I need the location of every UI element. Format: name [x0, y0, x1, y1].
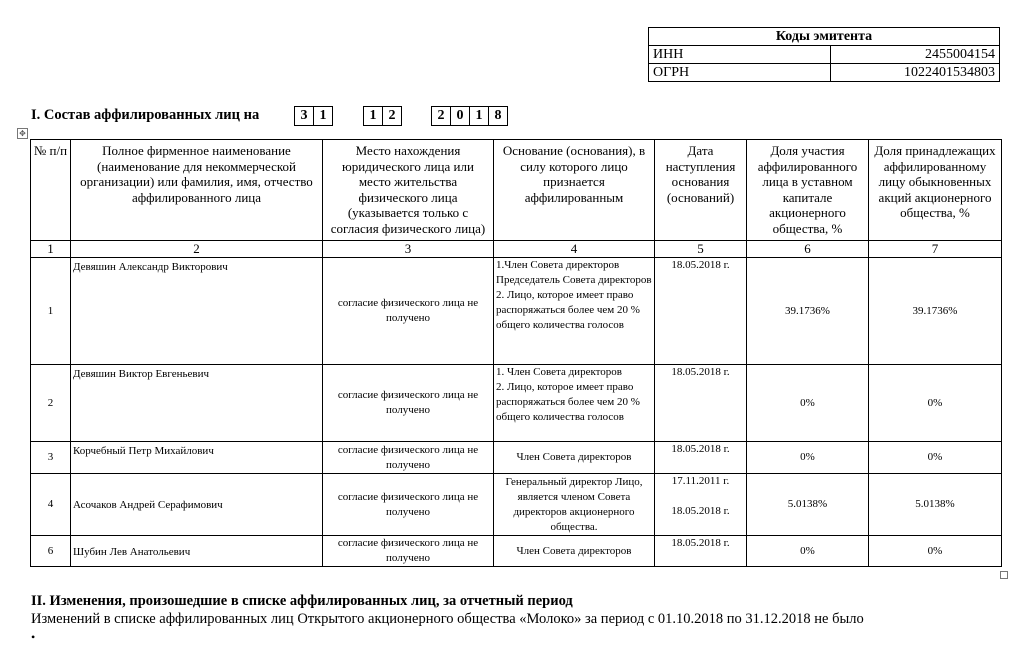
basis-date: 17.11.2011 г. 18.05.2018 г.: [655, 474, 747, 536]
column-number: 4: [494, 241, 655, 258]
affiliate-place: согласие физического лица не получено: [323, 474, 494, 536]
affiliates-table: [30, 139, 1002, 567]
stock-share: 0%: [869, 536, 1002, 567]
affiliate-place: согласие физического лица не получено: [323, 536, 494, 567]
column-number: 5: [655, 241, 747, 258]
basis-date: 18.05.2018 г.: [655, 442, 747, 474]
table-row: [31, 365, 1002, 442]
date-digit: 8: [494, 108, 502, 123]
issuer-codes-title: Коды эмитента: [649, 28, 1000, 46]
issuer-codes-table: [648, 27, 1000, 82]
affiliate-place: согласие физического лица не получено: [323, 365, 494, 442]
capital-share: 0%: [747, 365, 869, 442]
affiliate-basis: 1. Член Совета директоров 2. Лицо, которое имеет право распоряжаться более чем 20 % общего количества голосов: [494, 365, 655, 442]
section2-text: Изменений в списке аффилированных лиц Открытого акционерного общества «Молоко» за период с 01.10.2018 по 31.12.2018 не было: [31, 611, 864, 627]
row-number: 1: [31, 258, 71, 365]
ogrn-label: ОГРН: [649, 64, 831, 82]
basis-date: 18.05.2018 г.: [655, 258, 747, 365]
table-resize-handle[interactable]: [1000, 571, 1008, 579]
stock-share: 39.1736%: [869, 258, 1002, 365]
ogrn-value: 1022401534803: [831, 64, 1000, 82]
affiliate-name: Асочаков Андрей Серафимович: [71, 474, 323, 536]
stock-share: 5.0138%: [869, 474, 1002, 536]
basis-date: 18.05.2018 г.: [655, 536, 747, 567]
affiliate-basis: 1.Член Совета директоров Председатель Совета директоров 2. Лицо, которое имеет право распоряжаться более чем 20 % общего количества голосов: [494, 258, 655, 365]
column-number: 6: [747, 241, 869, 258]
column-number: 2: [71, 241, 323, 258]
header-cell: Полное фирменное наименование (наименование для некоммерческой организации) или фамилия, имя, отчество аффилированного лица: [71, 140, 323, 241]
header-cell: Место нахождения юридического лица или место жительства физического лица (указывается только с согласия физического лица): [323, 140, 494, 241]
affiliate-basis: Генеральный директор Лицо, является членом Совета директоров акционерного общества.: [494, 474, 655, 536]
basis-date: 18.05.2018 г.: [655, 365, 747, 442]
column-number: 1: [31, 241, 71, 258]
row-number: 4: [31, 474, 71, 536]
section2-title: II. Изменения, произошедшие в списке аффилированных лиц, за отчетный период: [31, 593, 573, 609]
capital-share: 39.1736%: [747, 258, 869, 365]
table-row: [31, 474, 1002, 536]
column-number: 7: [869, 241, 1002, 258]
affiliate-place: согласие физического лица не получено: [323, 442, 494, 474]
capital-share: 0%: [747, 536, 869, 567]
affiliate-name: Шубин Лев Анатольевич: [71, 536, 323, 567]
affiliate-name: Девяшин Александр Викторович: [71, 258, 323, 365]
date-digit: 0: [451, 107, 470, 125]
date-digit: 1: [364, 107, 383, 125]
stock-share: 0%: [869, 442, 1002, 474]
capital-share: 0%: [747, 442, 869, 474]
row-number: 6: [31, 536, 71, 567]
row-number: 2: [31, 365, 71, 442]
header-cell: Основание (основания), в силу которого лицо признается аффилированным: [494, 140, 655, 241]
inn-label: ИНН: [649, 46, 831, 64]
column-number: 3: [323, 241, 494, 258]
inn-value: 2455004154: [831, 46, 1000, 64]
row-number: 3: [31, 442, 71, 474]
list-bullet: •: [31, 630, 36, 644]
date-year-box: [431, 106, 508, 126]
header-cell: Доля принадлежащих аффилированному лицу обыкновенных акций акционерного общества, %: [869, 140, 1002, 241]
capital-share: 5.0138%: [747, 474, 869, 536]
affiliate-basis: Член Совета директоров: [494, 442, 655, 474]
header-cell: Дата наступления основания (оснований): [655, 140, 747, 241]
table-row: [31, 442, 1002, 474]
header-cell: Доля участия аффилированного лица в уставном капитале акционерного общества, %: [747, 140, 869, 241]
date-month-box: [363, 106, 402, 126]
affiliate-name: Девяшин Виктор Евгеньевич: [71, 365, 323, 442]
table-row: [31, 258, 1002, 365]
affiliate-place: согласие физического лица не получено: [323, 258, 494, 365]
affiliate-basis: Член Совета директоров: [494, 536, 655, 567]
section1-title: I. Состав аффилированных лиц на: [31, 107, 260, 123]
header-cell: № п/п: [31, 140, 71, 241]
affiliate-name: Корчебный Петр Михайлович: [71, 442, 323, 474]
date-digit: 2: [432, 107, 451, 125]
date-digit: 1: [470, 107, 489, 125]
date-digit: 2: [388, 108, 396, 123]
date-digit: 3: [295, 107, 314, 125]
table-move-handle-icon[interactable]: ✥: [17, 128, 28, 139]
table-row: [31, 536, 1002, 567]
date-day-box: [294, 106, 333, 126]
date-digit: 1: [319, 108, 327, 123]
stock-share: 0%: [869, 365, 1002, 442]
